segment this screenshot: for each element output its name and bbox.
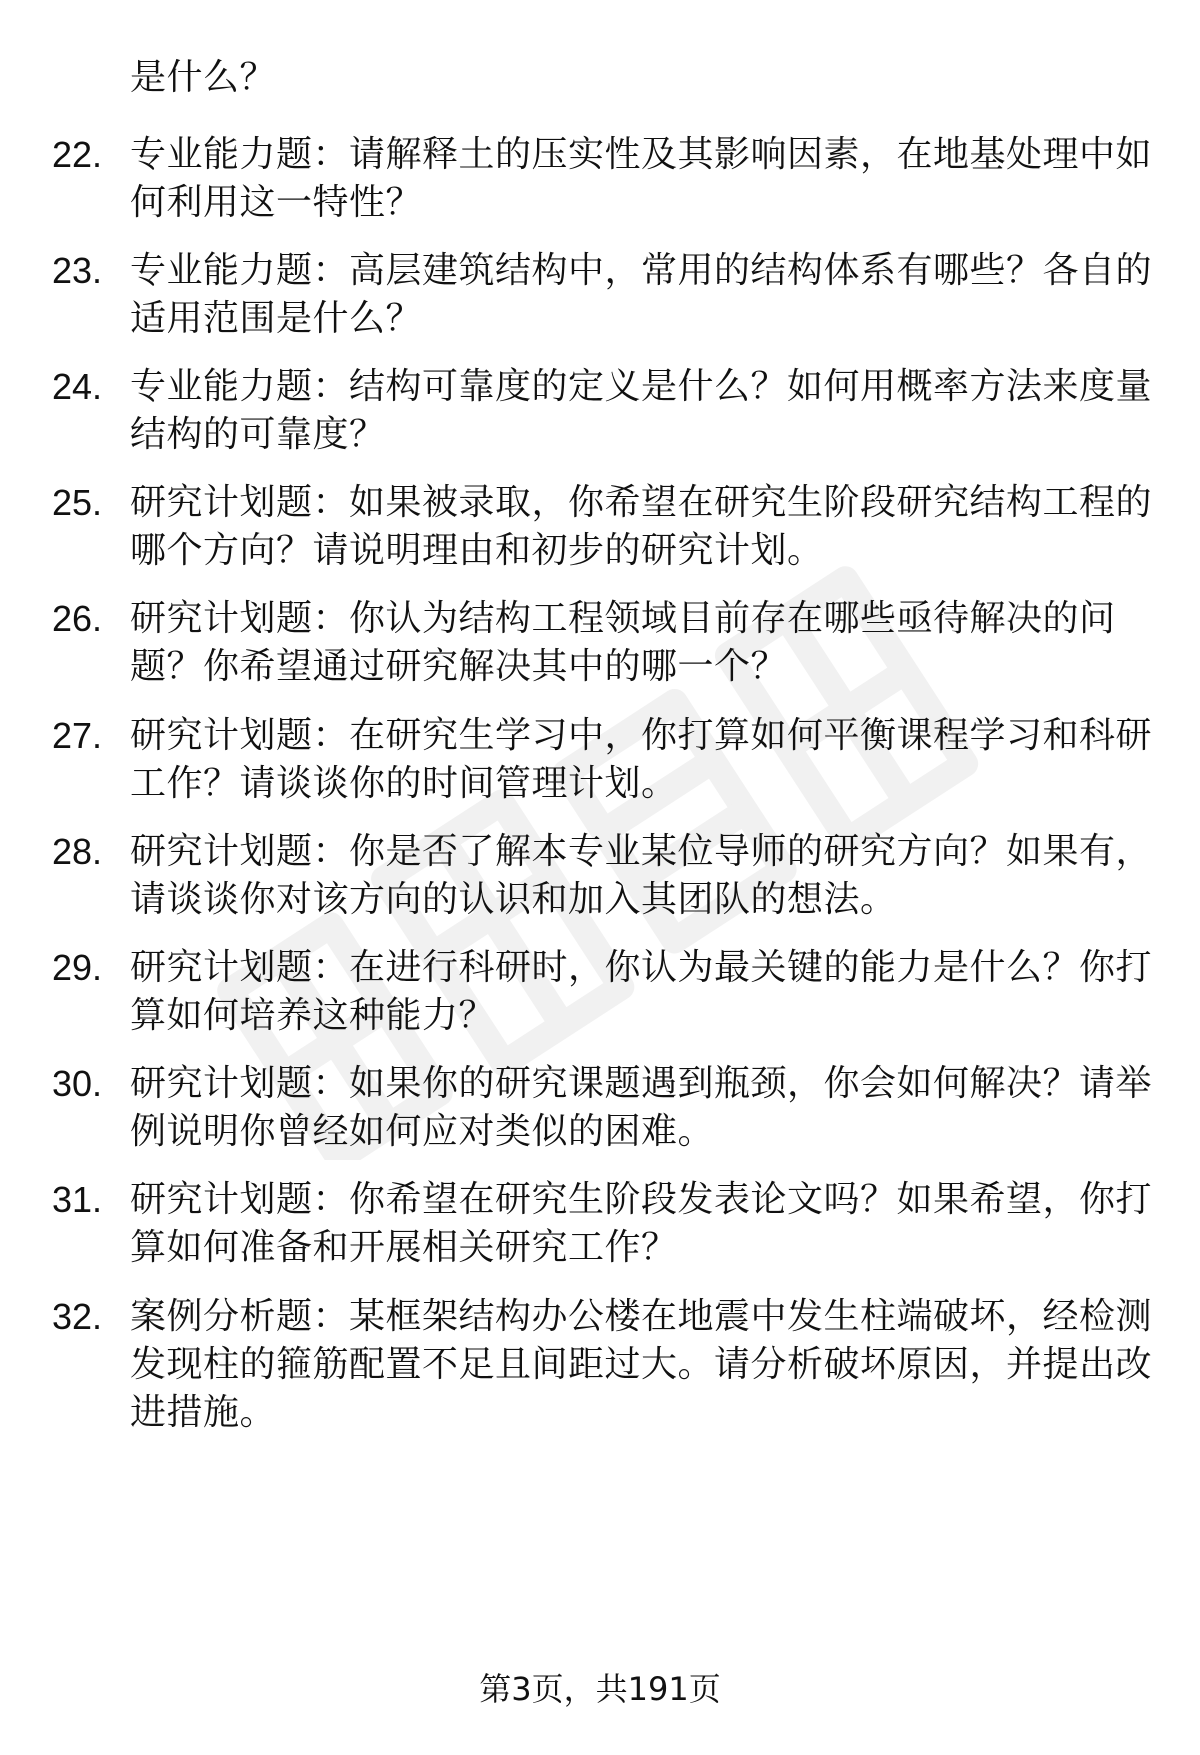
question-number: 25. (52, 482, 103, 523)
question-text-line: 专业能力题：结构可靠度的定义是什么？如何用概率方法来度量 (130, 366, 1153, 407)
question-number: 26. (52, 598, 103, 639)
question-number: 22. (52, 134, 103, 175)
question-text-line: 研究计划题：你是否了解本专业某位导师的研究方向？如果有， (130, 831, 1153, 872)
question-text-line: 研究计划题：如果被录取，你希望在研究生阶段研究结构工程的 (130, 482, 1153, 523)
question-text-line: 例说明你曾经如何应对类似的困难。 (130, 1111, 715, 1152)
question-text-line: 专业能力题：高层建筑结构中，常用的结构体系有哪些？各自的 (130, 250, 1153, 291)
question-text-line: 算如何培养这种能力？ (130, 995, 496, 1036)
question-text-line: 适用范围是什么？ (130, 298, 423, 339)
question-text-line: 案例分析题：某框架结构办公楼在地震中发生柱端破坏，经检测 (130, 1296, 1153, 1337)
question-text-line: 进措施。 (130, 1392, 277, 1433)
question-number: 30. (52, 1063, 103, 1104)
question-text-line: 研究计划题：在进行科研时，你认为最关键的能力是什么？你打 (130, 947, 1153, 988)
continued-question-line: 是什么？ (130, 57, 277, 98)
question-text-line: 结构的可靠度？ (130, 414, 386, 455)
question-number: 31. (52, 1179, 103, 1220)
question-text-line: 何利用这一特性？ (130, 182, 423, 223)
question-number: 29. (52, 947, 103, 988)
page-footer: 第3页，共191页 (479, 1670, 721, 1708)
question-text-line: 哪个方向？请说明理由和初步的研究计划。 (130, 530, 824, 571)
question-text-line: 研究计划题：如果你的研究课题遇到瓶颈，你会如何解决？请举 (130, 1063, 1153, 1104)
question-text-line: 算如何准备和开展相关研究工作？ (130, 1227, 678, 1268)
question-text-line: 请谈谈你对该方向的认识和加入其团队的想法。 (130, 879, 897, 920)
question-text-line: 题？你希望通过研究解决其中的哪一个？ (130, 646, 788, 687)
question-text-line: 研究计划题：你希望在研究生阶段发表论文吗？如果希望，你打 (130, 1179, 1153, 1220)
question-text-line: 专业能力题：请解释土的压实性及其影响因素，在地基处理中如 (130, 134, 1153, 175)
question-number: 32. (52, 1296, 103, 1337)
question-text-line: 研究计划题：你认为结构工程领域目前存在哪些亟待解决的问 (130, 598, 1116, 639)
question-text-line: 发现柱的箍筋配置不足且间距过大。请分析破坏原因，并提出改 (130, 1344, 1153, 1385)
question-text-line: 研究计划题：在研究生学习中，你打算如何平衡课程学习和科研 (130, 715, 1153, 756)
question-number: 28. (52, 831, 103, 872)
question-text-line: 工作？请谈谈你的时间管理计划。 (130, 763, 678, 804)
question-number: 23. (52, 250, 103, 291)
question-number: 27. (52, 715, 103, 756)
question-number: 24. (52, 366, 103, 407)
